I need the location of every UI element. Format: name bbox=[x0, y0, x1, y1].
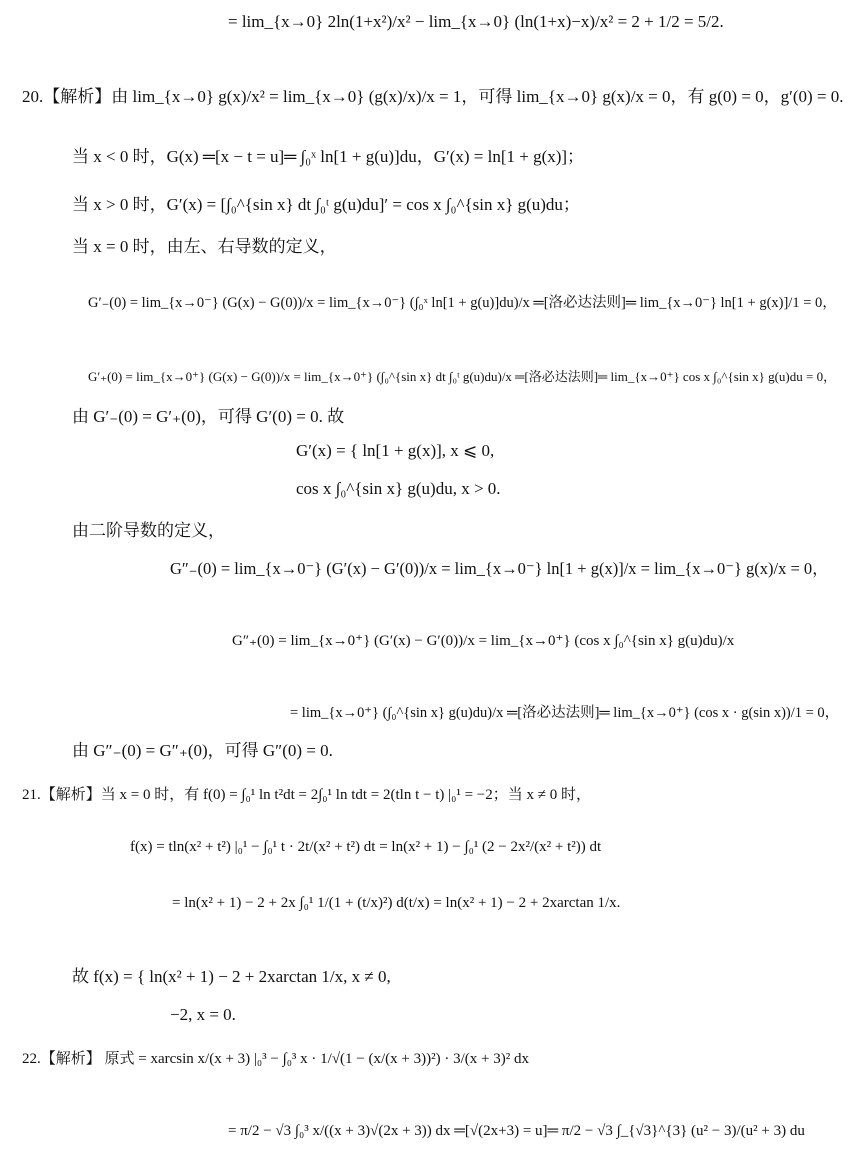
eq-line-15: 由 G″₋(0) = G″₊(0)，可得 G″(0) = 0. bbox=[72, 741, 333, 760]
eq-line-13: G″₊(0) = lim_{x→0⁺} (G′(x) − G′(0))/x = lim_{x→0⁺} (cos x ∫₀^{sin x} g(u)du)/x bbox=[232, 633, 735, 649]
eq-line-3: 当 x < 0 时，G(x) ═[x − t = u]═ ∫₀ˣ ln[1 + g(u)]du，G′(x) = ln[1 + g(x)]； bbox=[72, 147, 585, 166]
eq-line-12: G″₋(0) = lim_{x→0⁻} (G′(x) − G′(0))/x = lim_{x→0⁻} ln[1 + g(x)]/x = lim_{x→0⁻} g(x)/x = 0， bbox=[170, 559, 829, 578]
eq-line-14: = lim_{x→0⁺} (∫₀^{sin x} g(u)du)/x ═[洛必达法则]═ lim_{x→0⁺} (cos x · g(sin x))/1 = 0， bbox=[290, 705, 840, 721]
eq-line-19: 故 f(x) = { ln(x² + 1) − 2 + 2xarctan 1/x, x ≠ 0, bbox=[72, 967, 391, 986]
eq-line-22: = π/2 − √3 ∫₀³ x/((x + 3)√(2x + 3)) dx ═[√(2x+3) = u]═ π/2 − √3 ∫_{√3}^{3} (u² − 3)/(u² + 3) du bbox=[228, 1123, 805, 1139]
eq-line-21: 22.【解析】 原式 = xarcsin x/(x + 3) |₀³ − ∫₀³ x · 1/√(1 − (x/(x + 3))²) · 3/(x + 3)² dx bbox=[22, 1051, 529, 1067]
eq-line-8: 由 G′₋(0) = G′₊(0)，可得 G′(0) = 0. 故 bbox=[72, 407, 345, 426]
eq-line-1: = lim_{x→0} 2ln(1+x²)/x² − lim_{x→0} (ln(1+x)−x)/x² = 2 + 1/2 = 5/2. bbox=[228, 12, 724, 31]
eq-line-16: 21.【解析】当 x = 0 时，有 f(0) = ∫₀¹ ln t²dt = 2∫₀¹ ln tdt = 2(tln t − t) |₀¹ = −2；当 x ≠ 0 时， bbox=[22, 787, 591, 803]
eq-line-17: f(x) = tln(x² + t²) |₀¹ − ∫₀¹ t · 2t/(x² + t²) dt = ln(x² + 1) − ∫₀¹ (2 − 2x²/(x² + t²)) dt bbox=[130, 839, 602, 855]
eq-line-18: = ln(x² + 1) − 2 + 2x ∫₀¹ 1/(1 + (t/x)²) d(t/x) = ln(x² + 1) − 2 + 2xarctan 1/x. bbox=[172, 895, 621, 911]
eq-line-20: −2, x = 0. bbox=[170, 1005, 236, 1024]
eq-line-2: 20.【解析】由 lim_{x→0} g(x)/x² = lim_{x→0} (g(x)/x)/x = 1，可得 lim_{x→0} g(x)/x = 0，有 g(0) = 0，g′(0) = 0. bbox=[22, 87, 844, 106]
eq-line-10: cos x ∫₀^{sin x} g(u)du, x > 0. bbox=[296, 479, 501, 498]
eq-line-11: 由二阶导数的定义， bbox=[72, 521, 225, 540]
eq-line-6: G′₋(0) = lim_{x→0⁻} (G(x) − G(0))/x = lim_{x→0⁻} (∫₀ˣ ln[1 + g(u)]du)/x ═[洛必达法则]═ lim_{x→0⁻} ln[1 + g(x)]/1 = 0， bbox=[88, 295, 837, 311]
eq-line-7: G′₊(0) = lim_{x→0⁺} (G(x) − G(0))/x = lim_{x→0⁺} (∫₀^{sin x} dt ∫₀ᵗ g(u)du)/x ═[洛必达法则]═ lim_{x→0⁺} cos x ∫₀^{sin x} g(u)du = 0， bbox=[88, 369, 837, 384]
eq-line-5: 当 x = 0 时，由左、右导数的定义， bbox=[72, 237, 337, 256]
eq-line-9: G′(x) = { ln[1 + g(x)], x ⩽ 0, bbox=[296, 441, 495, 460]
eq-line-4: 当 x > 0 时，G′(x) = [∫₀^{sin x} dt ∫₀ᵗ g(u)du]′ = cos x ∫₀^{sin x} g(u)du； bbox=[72, 195, 580, 214]
